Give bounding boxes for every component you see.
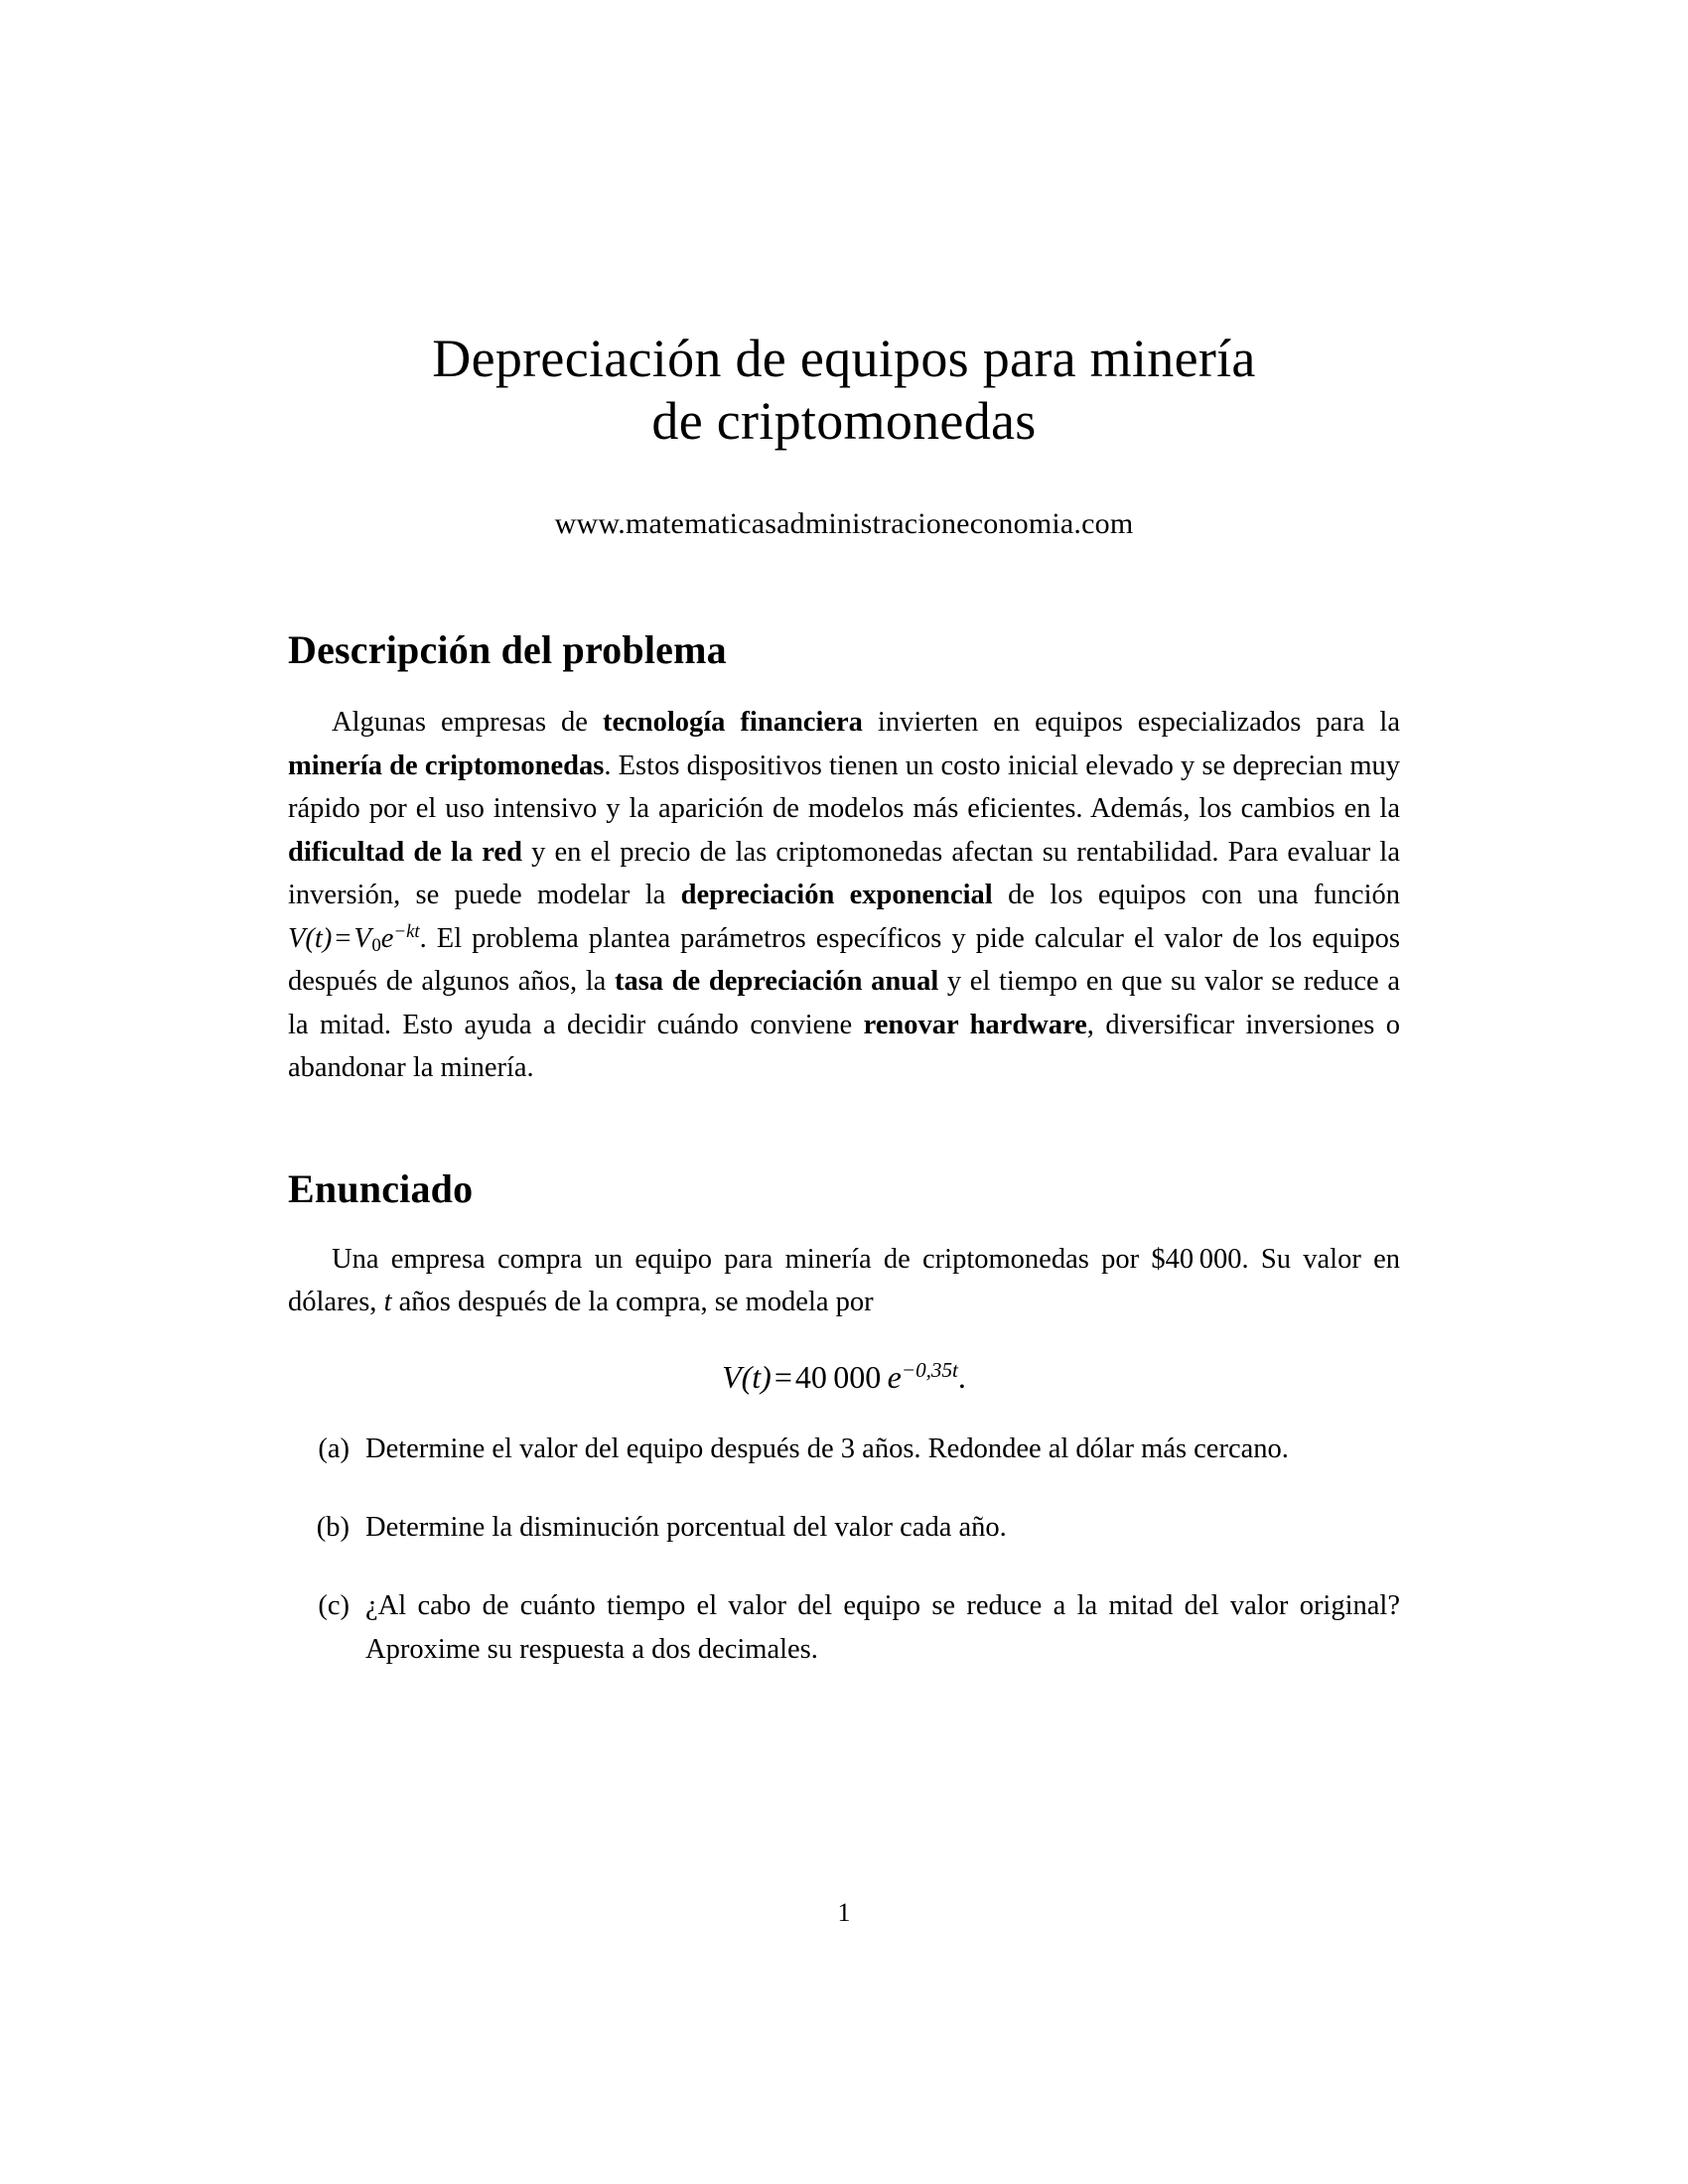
eq-paren-open: ( [741,1358,753,1395]
math-V-sub: V [353,922,371,954]
question-list [288,1428,1400,1672]
eq-base-e: e [887,1358,902,1395]
desc-bold-mineria-criptomonedas: minería de criptomonedas [288,750,605,781]
eq-period: . [957,1358,966,1395]
math-subscript-zero: 0 [371,934,381,956]
enunciado-text-1: Una empresa compra un equipo para minería de criptomonedas por $40 [332,1243,1195,1275]
eq-paren-close: ) [761,1358,772,1395]
question-label-a: (a) [318,1433,350,1464]
display-equation-value-function [288,1358,1400,1396]
desc-text-6: . El problema plantea parámetros específicos y pide calcular el valor de los equipos después de algunos años, la [288,922,1400,998]
question-label-b: (b) [316,1512,350,1544]
page-content [288,328,1400,1687]
eq-V: V [722,1358,742,1395]
desc-text-5: de los equipos con una función [992,880,1400,911]
document-title [288,328,1400,452]
enunciado-text-2: años después de la compra, se modela por [391,1287,874,1318]
desc-bold-tecnologia-financiera: tecnología financiera [602,707,863,739]
paragraph-enunciado [288,1238,1400,1324]
enunciado-text-1b: 000. Su valor en dólares, [288,1243,1401,1318]
math-paren-close: ) [322,922,333,954]
document-subtitle-url: www.matematicasadministracioneconomia.com [554,507,1134,541]
inline-math-depreciation-formula [288,920,420,956]
desc-text-3: . Estos dispositivos tienen un costo inicial elevado y se deprecian muy rápido por el uso intensivo y la aparición de modelos más eficientes. Además, los cambios en la [288,750,1400,825]
desc-bold-renovar-hardware: renovar hardware [863,1009,1087,1040]
desc-text-8: , diversificar inversiones o abandonar la minería. [288,1009,1400,1084]
eq-coefficient-part-1: 40 [794,1358,827,1395]
desc-text-2: invierten en equipos especializados para la [862,707,1400,739]
section-heading-descripcion: Descripción del problema [288,627,727,673]
math-equals: = [335,922,352,954]
math-base-e: e [380,922,394,954]
eq-equals: = [774,1358,792,1395]
display-math-expression [722,1359,966,1395]
question-text-a: Determine el valor del equipo después de 3 años. Redondee al dólar más cercano. [365,1433,1289,1464]
math-t: t [314,922,323,954]
question-text-c: ¿Al cabo de cuánto tiempo el valor del equipo se reduce a la mitad del valor original? Aproxime su respuesta a dos decimales. [365,1590,1400,1665]
math-exponent-minus-kt: −kt [393,920,420,942]
eq-t: t [752,1358,762,1395]
desc-bold-dificultad-red: dificultad de la red [288,836,522,868]
question-item-b [288,1506,1400,1549]
document-title-line-2: de criptomonedas [651,390,1037,451]
eq-coefficient-part-2: 000 [833,1358,882,1395]
math-paren-open: ( [305,922,315,954]
paragraph-descripcion [288,701,1400,1089]
math-V: V [288,922,306,954]
inline-math-variable-t: t [383,1287,392,1318]
desc-text-1: Algunas empresas de [332,707,603,739]
desc-text-7: y el tiempo en que su valor se reduce a la mitad. Esto ayuda a decidir cuándo conviene [288,966,1400,1040]
eq-exponent: −0,35t [901,1357,958,1382]
question-text-b: Determine la disminución porcentual del valor cada año. [365,1512,1007,1544]
document-title-line-1: Depreciación de equipos para minería [432,329,1256,388]
section-heading-enunciado: Enunciado [288,1165,474,1211]
desc-text-4: y en el precio de las criptomonedas afectan su rentabilidad. Para evaluar la inversión, se puede modelar la [288,836,1400,911]
question-item-a [288,1428,1400,1470]
question-item-c [288,1584,1400,1671]
page-number-footer: 1 [837,1898,851,1927]
question-label-c: (c) [318,1590,350,1622]
desc-bold-depreciacion-exponencial: depreciación exponencial [680,880,993,911]
desc-bold-tasa-depreciacion-anual: tasa de depreciación anual [614,966,939,998]
